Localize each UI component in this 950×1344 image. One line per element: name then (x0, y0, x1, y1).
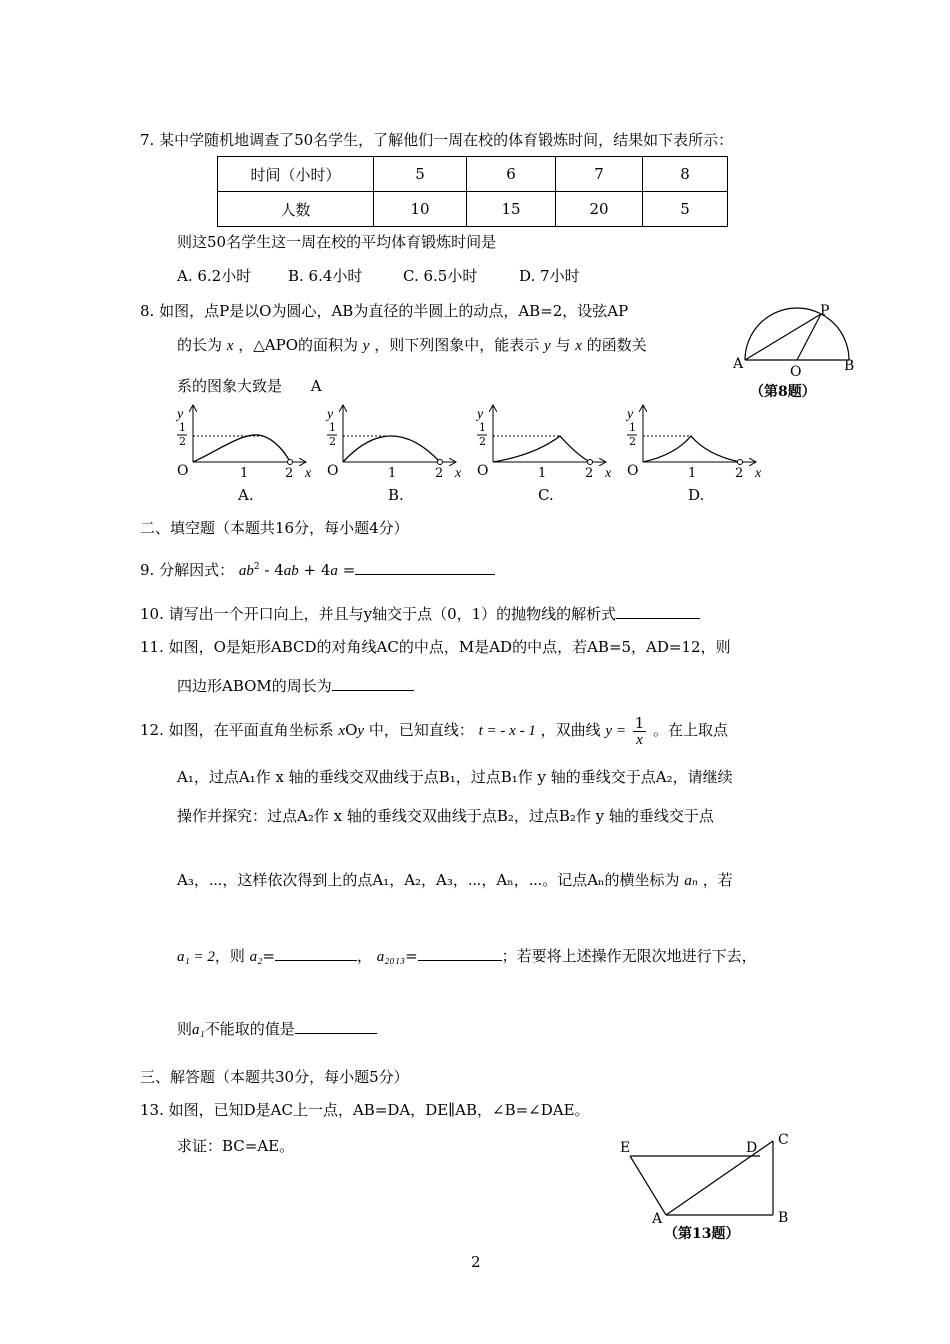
open-point (288, 460, 293, 465)
answer-blank[interactable] (616, 603, 700, 619)
page-number: 2 (471, 1253, 481, 1271)
q12-line1 (140, 710, 728, 751)
q12-line2: A₁，过点A₁作 x 轴的垂线交双曲线于点B₁，过点B₁作 y 轴的垂线交于点A₂，请继续 (177, 768, 733, 786)
q12-line4 (177, 870, 733, 891)
half-den: 2 (179, 435, 186, 448)
graph-b (325, 406, 462, 504)
table-header-hours: 时间（小时） (218, 157, 374, 192)
table-cell: 15 (467, 192, 556, 227)
q7-option-d: D. 7小时 (519, 267, 580, 285)
q7-option-c: C. 6.5小时 (403, 267, 478, 285)
axis-x-label: x (305, 466, 312, 481)
origin-label: O (627, 463, 639, 479)
q9-exp: 2 (253, 562, 260, 572)
section3-title: 三、解答题（本题共30分，每小题5分） (140, 1068, 409, 1086)
tick-1: 1 (388, 466, 397, 481)
q12-text: ，双曲线 (540, 721, 601, 739)
segment-ea (630, 1156, 666, 1215)
q12-var: y (357, 723, 365, 739)
q11-line2 (177, 675, 414, 696)
table-cell: 20 (556, 192, 643, 227)
q12-text: ，若 (702, 871, 733, 889)
line-equation: t = - x - 1 (478, 723, 536, 739)
q12-text: ， (356, 947, 372, 965)
q13-line2: 求证：BC=AE。 (177, 1137, 295, 1155)
axis-y-label: y (477, 407, 484, 422)
axis-x-label: x (755, 466, 762, 481)
q9-expr: + 4 (298, 561, 331, 579)
label-a: A (652, 1211, 663, 1227)
section2-title: 二、填空题（本题共16分，每小题4分） (140, 519, 409, 537)
q12-var: x (338, 723, 346, 739)
q12-text: ，则 (214, 947, 245, 965)
table-header-count: 人数 (218, 192, 374, 227)
frac-den: x (636, 731, 643, 748)
tick-1: 1 (688, 466, 697, 481)
tick-2: 2 (735, 466, 744, 481)
q12-var: a₁ = 2 (177, 949, 215, 965)
figure-caption: （第13题） (664, 1226, 740, 1242)
q12-var: O (345, 721, 358, 739)
label-o: O (790, 364, 802, 380)
graph-label: B. (388, 486, 404, 504)
table-cell: 10 (374, 192, 467, 227)
axis-y-label: y (327, 407, 334, 422)
var-y: y (544, 338, 551, 354)
q13-figure (612, 1126, 812, 1248)
frac-num: 1 (634, 713, 645, 732)
semicircle-arc (745, 308, 849, 360)
graph-d (625, 406, 762, 504)
table-cell: 6 (467, 157, 556, 192)
figure-caption: （第8题） (750, 384, 816, 400)
table-row (218, 192, 728, 227)
q12-var: a₁ (192, 1022, 205, 1038)
q11-text: 四边形ABOM的周长为 (177, 677, 332, 695)
q12-var: a₂₀₁₃ (376, 949, 406, 965)
graph-c (475, 406, 612, 504)
var-x: x (226, 338, 234, 354)
label-e: E (620, 1140, 631, 1156)
q12-line5 (177, 945, 757, 967)
q8-text: ，△APO的面积为 (238, 336, 359, 354)
q10-text: 10. 请写出一个开口向上，并且与y轴交于点（0，1）的抛物线的解析式 (140, 605, 617, 623)
q12-text: ；若要将上述操作无限次地进行下去， (501, 947, 757, 965)
tick-1: 1 (538, 466, 547, 481)
origin-label: O (477, 463, 489, 479)
q8-line1: 8. 如图，点P是以O为圆心，AB为直径的半圆上的动点，AB=2，设弦AP (140, 302, 629, 320)
hyperbola-fraction (633, 715, 647, 748)
q9-prefix: 9. 分解因式： (140, 561, 235, 579)
q10 (140, 603, 700, 624)
q8-text: 系的图象大致是 (177, 377, 283, 395)
q12-line3: 操作并探究：过点A₂作 x 轴的垂线交双曲线于点B₂，过点B₂作 y 轴的垂线交于点 (177, 807, 714, 825)
q12-text: 。在上取点 (653, 721, 729, 739)
open-point (438, 460, 443, 465)
q8-text: 的函数关 (586, 336, 647, 354)
q12-var: a₂ (249, 949, 263, 965)
q12-text: 则 (177, 1020, 193, 1038)
graph-a (175, 406, 312, 504)
table-cell: 5 (643, 192, 728, 227)
table-cell: 7 (556, 157, 643, 192)
q8-graphs (165, 400, 785, 510)
tick-2: 2 (435, 466, 444, 481)
curve-a (193, 435, 290, 462)
label-a: A (733, 356, 744, 372)
q13-line1: 13. 如图，已知D是AC上一点，AB=DA，DE∥AB，∠B=∠DAE。 (140, 1101, 590, 1119)
axis-x-label: x (605, 466, 612, 481)
label-p: P (820, 303, 830, 319)
tick-1: 1 (240, 466, 249, 481)
q7-question: 则这50名学生这一周在校的平均体育锻炼时间是 (177, 233, 497, 251)
tick-2: 2 (585, 466, 594, 481)
axis-x-label: x (455, 466, 462, 481)
graph-label: C. (538, 486, 554, 504)
q8-line3 (177, 376, 322, 396)
label-b: B (844, 358, 855, 374)
hyperbola-lhs: y = (605, 723, 626, 739)
label-d: D (746, 1140, 758, 1156)
var-y: y (362, 338, 370, 354)
q9-expr: a (330, 563, 338, 579)
table-cell: 8 (643, 157, 728, 192)
q12-line6 (177, 1018, 377, 1040)
q12-text: 12. 如图，在平面直角坐标系 (140, 721, 334, 739)
half-num: 1 (329, 421, 336, 434)
answer-blank[interactable] (275, 945, 357, 961)
half-den: 2 (329, 435, 336, 448)
half-num: 1 (479, 421, 486, 434)
q12-text: A₃，⋯，这样依次得到上的点A₁，A₂，A₃，⋯，Aₙ，⋯。记点Aₙ的横坐标为 (177, 871, 680, 889)
q8-text: 的长为 (177, 336, 223, 354)
answer-blank[interactable] (418, 945, 502, 961)
graph-label: D. (688, 486, 705, 504)
axis-y-label: y (627, 407, 634, 422)
answer-blank[interactable] (332, 675, 414, 691)
half-num: 1 (179, 421, 186, 434)
q7-option-a: A. 6.2小时 (177, 267, 252, 285)
curve-d (643, 436, 740, 462)
q7-stem: 7. 某中学随机地调查了50名学生，了解他们一周在校的体育锻炼时间，结果如下表所示： (140, 131, 734, 149)
curve-b (343, 436, 440, 462)
graph-label: A. (238, 486, 254, 504)
label-c: C (778, 1132, 789, 1148)
q9 (140, 557, 495, 581)
var-x: x (575, 338, 582, 354)
tick-2: 2 (285, 466, 294, 481)
q9-expr: = (337, 561, 356, 579)
q7-option-b: B. 6.4小时 (288, 267, 363, 285)
half-den: 2 (629, 435, 636, 448)
origin-label: O (177, 463, 189, 479)
axis-y-label: y (177, 407, 184, 422)
open-point (738, 460, 743, 465)
open-point (588, 460, 593, 465)
q8-figure (728, 300, 868, 410)
q12-var: aₙ (684, 873, 698, 889)
half-num: 1 (629, 421, 636, 434)
half-den: 2 (479, 435, 486, 448)
q7-table (217, 156, 728, 227)
q8-text: 与 (555, 336, 571, 354)
q11-line1: 11. 如图，O是矩形ABCD的对角线AC的中点，M是AD的中点，若AB=5，AD=12，则 (140, 638, 731, 656)
table-row (218, 157, 728, 192)
origin-label: O (327, 463, 339, 479)
q9-expr: ab (238, 563, 254, 579)
curve-c (493, 436, 590, 462)
q9-expr: - 4 (259, 561, 284, 579)
q12-text: 不能取的值是 (204, 1020, 295, 1038)
q8-text: ，则下列图象中，能表示 (374, 336, 540, 354)
table-cell: 5 (374, 157, 467, 192)
q12-text: = (262, 947, 275, 965)
q8-line2 (177, 335, 647, 356)
q12-text: = (405, 947, 418, 965)
answer-blank[interactable] (355, 559, 495, 575)
answer-blank[interactable] (295, 1018, 377, 1034)
q9-expr: ab (283, 563, 299, 579)
label-b: B (778, 1210, 789, 1226)
q8-answer: A (310, 377, 322, 395)
q12-text: 中，已知直线： (368, 721, 474, 739)
